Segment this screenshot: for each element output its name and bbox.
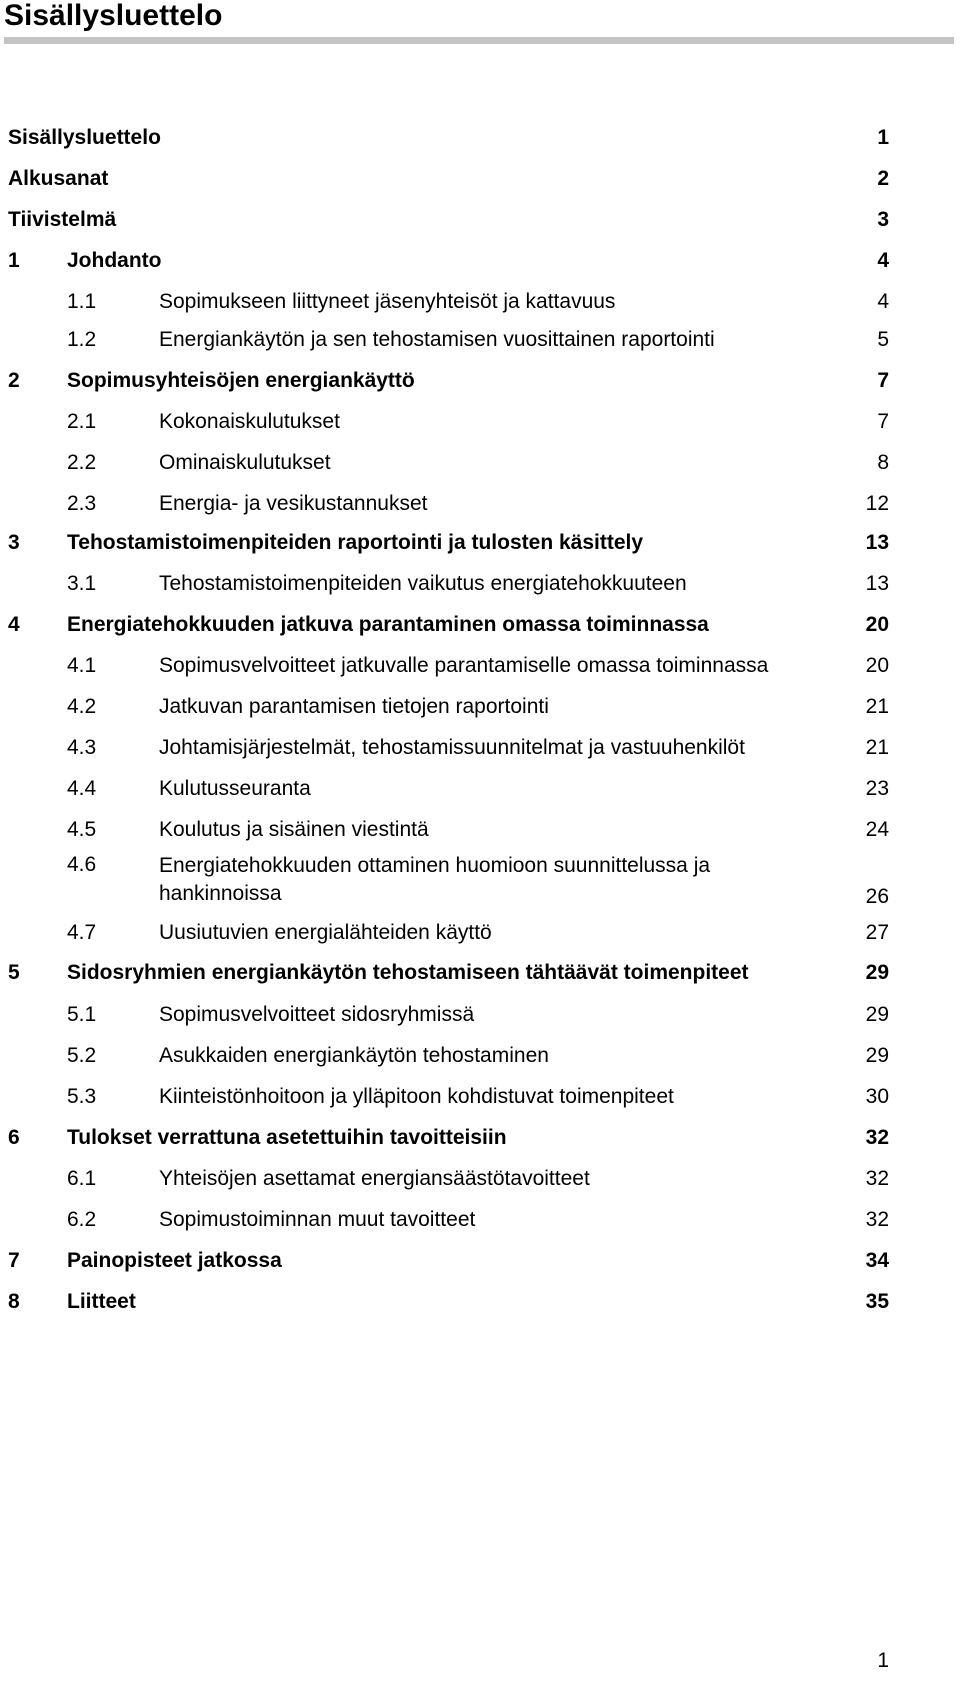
toc-entry-number: 2.1 (67, 410, 97, 433)
toc-entry-page: 29 (865, 1044, 889, 1067)
toc-entry-number: 6 (8, 1126, 20, 1149)
toc-entry-number: 3 (8, 531, 20, 554)
toc-entry-title: Sopimustoiminnan muut tavoitteet (159, 1208, 476, 1231)
toc-entry-title: Ominaiskulutukset (159, 451, 331, 474)
toc-entry-title: Johtamisjärjestelmät, tehostamissuunnitelmat ja vastuuhenkilöt (159, 736, 745, 759)
page-title: Sisällysluettelo (4, 0, 223, 32)
toc-entry-page: 20 (865, 654, 889, 677)
toc-entry-page: 2 (877, 167, 889, 190)
toc-entry-number: 4.2 (67, 695, 97, 718)
toc-entry-number: 3.1 (67, 572, 97, 595)
toc-entry-number: 5.2 (67, 1044, 97, 1067)
toc-entry-title: Energia- ja vesikustannukset (159, 492, 428, 515)
toc-entry-title: Alkusanat (8, 167, 109, 190)
toc-entry-title: Liitteet (67, 1290, 136, 1313)
toc-entry-page: 7 (877, 410, 889, 433)
toc-entry-number: 6.2 (67, 1208, 97, 1231)
toc-entry-title: Painopisteet jatkossa (67, 1249, 282, 1272)
toc-entry-page: 35 (865, 1290, 889, 1313)
toc-entry-number: 1 (8, 249, 20, 272)
toc-entry-title: Energiatehokkuuden jatkuva parantaminen omassa toiminnassa (67, 613, 709, 636)
toc-entry-page: 32 (865, 1208, 889, 1231)
toc-entry-title: Kulutusseuranta (159, 777, 311, 800)
toc-entry-title: Tulokset verrattuna asetettuihin tavoitteisiin (67, 1126, 507, 1149)
toc-entry-number: 2 (8, 369, 20, 392)
toc-entry-number: 4 (8, 613, 20, 636)
toc-entry-page: 4 (877, 290, 889, 313)
toc-entry-number: 5.1 (67, 1003, 97, 1026)
toc-entry-number: 1.2 (67, 328, 97, 351)
toc-entry-page: 29 (865, 961, 889, 984)
toc-entry-page: 23 (865, 777, 889, 800)
toc-entry-page: 32 (865, 1126, 889, 1149)
toc-entry-page: 24 (865, 818, 889, 841)
toc-entry-page: 30 (865, 1085, 889, 1108)
toc-entry-title: Energiankäytön ja sen tehostamisen vuosittainen raportointi (159, 328, 715, 351)
toc-entry-number: 4.7 (67, 921, 97, 944)
toc-entry-page: 13 (865, 572, 889, 595)
toc-entry-number: 4.3 (67, 736, 97, 759)
toc-entry-title: Sopimusyhteisöjen energiankäyttö (67, 369, 415, 392)
toc-entry-page: 26 (865, 885, 889, 908)
toc-entry-title: Sidosryhmien energiankäytön tehostamiseen tähtäävät toimenpiteet (67, 961, 749, 984)
toc-entry-page: 21 (865, 695, 889, 718)
toc-entry-page: 21 (865, 736, 889, 759)
toc-entry-title: Jatkuvan parantamisen tietojen raportointi (159, 695, 549, 718)
toc-entry-number: 4.1 (67, 654, 97, 677)
toc-entry-page: 3 (877, 208, 889, 231)
toc-entry-number: 8 (8, 1290, 20, 1313)
toc-entry-title: Asukkaiden energiankäytön tehostaminen (159, 1044, 549, 1067)
toc-entry-title: Sopimukseen liittyneet jäsenyhteisöt ja kattavuus (159, 290, 616, 313)
toc-entry-number: 1.1 (67, 290, 97, 313)
toc-entry-number: 4.5 (67, 818, 97, 841)
toc-entry-page: 32 (865, 1167, 889, 1190)
toc-entry-page: 4 (877, 249, 889, 272)
toc-entry-page: 34 (865, 1249, 889, 1272)
toc-entry-title: Koulutus ja sisäinen viestintä (159, 818, 429, 841)
toc-entry-title: Uusiutuvien energialähteiden käyttö (159, 921, 492, 944)
toc-entry-title: Tehostamistoimenpiteiden raportointi ja tulosten käsittely (67, 531, 644, 554)
toc-entry-number: 4.6 (67, 853, 97, 876)
toc-entry-title: Yhteisöjen asettamat energiansäästötavoitteet (159, 1167, 590, 1190)
toc-entry-title: Johdanto (67, 249, 162, 272)
toc-entry-number: 6.1 (67, 1167, 97, 1190)
toc-entry-number: 7 (8, 1249, 20, 1272)
page-number: 1 (877, 1649, 889, 1672)
toc-entry-page: 27 (865, 921, 889, 944)
toc-entry-page: 7 (877, 369, 889, 392)
toc-entry-title: Tiivistelmä (8, 208, 117, 231)
toc-entry-number: 4.4 (67, 777, 97, 800)
toc-entry-page: 29 (865, 1003, 889, 1026)
toc-entry-title: Kiinteistönhoitoon ja ylläpitoon kohdistuvat toimenpiteet (159, 1085, 674, 1108)
toc-entry-page: 5 (877, 328, 889, 351)
toc-entry-page: 13 (865, 531, 889, 554)
toc-entry-title: Sopimusvelvoitteet sidosryhmissä (159, 1003, 475, 1026)
toc-entry-page: 8 (877, 451, 889, 474)
toc-entry-title: Energiatehokkuuden ottaminen huomioon suunnittelussa ja hankinnoissa (159, 854, 711, 905)
toc-entry-number: 2.3 (67, 492, 97, 515)
toc-entry-number: 2.2 (67, 451, 97, 474)
toc-entry-number: 5 (8, 961, 20, 984)
toc-entry-title: Sopimusvelvoitteet jatkuvalle parantamiselle omassa toiminnassa (159, 654, 769, 677)
toc-entry-page: 20 (865, 613, 889, 636)
toc-entry-number: 5.3 (67, 1085, 97, 1108)
toc-entry-page: 12 (865, 492, 889, 515)
toc-entry-title: Kokonaiskulutukset (159, 410, 340, 433)
toc-entry-title: Sisällysluettelo (8, 126, 161, 149)
toc-entry-page: 1 (877, 126, 889, 149)
toc-entry-title: Tehostamistoimenpiteiden vaikutus energiatehokkuuteen (159, 572, 687, 595)
